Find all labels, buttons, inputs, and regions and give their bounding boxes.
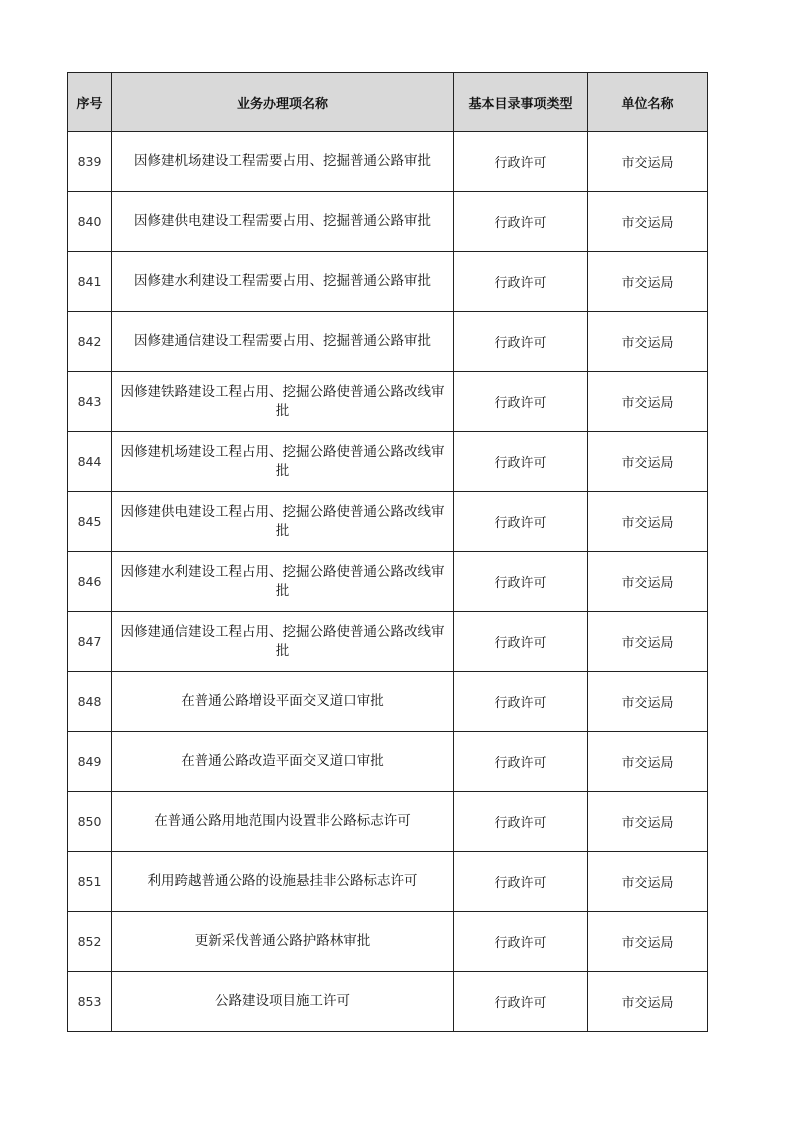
row-serial-number: 848 — [68, 672, 112, 732]
row-item-name: 公路建设项目施工许可 — [112, 972, 454, 1032]
row-serial-number: 846 — [68, 552, 112, 612]
table-row — [68, 912, 708, 972]
row-item-name: 利用跨越普通公路的设施悬挂非公路标志许可 — [112, 852, 454, 912]
row-item-name: 在普通公路用地范围内设置非公路标志许可 — [112, 792, 454, 852]
row-serial-number: 849 — [68, 732, 112, 792]
row-item-type: 行政许可 — [454, 432, 588, 492]
table-row — [68, 192, 708, 252]
row-item-name: 因修建供电建设工程需要占用、挖掘普通公路审批 — [112, 192, 454, 252]
row-unit-name: 市交运局 — [588, 372, 708, 432]
catalog-table — [67, 72, 708, 1032]
header-unit-name: 单位名称 — [588, 73, 708, 132]
table-row — [68, 972, 708, 1032]
row-serial-number: 840 — [68, 192, 112, 252]
row-item-type: 行政许可 — [454, 972, 588, 1032]
row-serial-number: 850 — [68, 792, 112, 852]
row-unit-name: 市交运局 — [588, 552, 708, 612]
row-item-type: 行政许可 — [454, 372, 588, 432]
table-row — [68, 552, 708, 612]
header-item-type: 基本目录事项类型 — [454, 73, 588, 132]
row-item-type: 行政许可 — [454, 492, 588, 552]
row-item-name: 在普通公路增设平面交叉道口审批 — [112, 672, 454, 732]
table-header-row — [68, 73, 708, 132]
row-item-name: 因修建通信建设工程需要占用、挖掘普通公路审批 — [112, 312, 454, 372]
row-serial-number: 843 — [68, 372, 112, 432]
row-serial-number: 852 — [68, 912, 112, 972]
row-serial-number: 839 — [68, 132, 112, 192]
row-item-type: 行政许可 — [454, 792, 588, 852]
row-item-type: 行政许可 — [454, 672, 588, 732]
row-item-type: 行政许可 — [454, 912, 588, 972]
row-item-type: 行政许可 — [454, 732, 588, 792]
row-unit-name: 市交运局 — [588, 252, 708, 312]
table-row — [68, 132, 708, 192]
row-item-name: 因修建水利建设工程需要占用、挖掘普通公路审批 — [112, 252, 454, 312]
row-item-type: 行政许可 — [454, 552, 588, 612]
table-row — [68, 312, 708, 372]
row-item-name: 因修建水利建设工程占用、挖掘公路使普通公路改线审批 — [112, 552, 454, 612]
table-row — [68, 372, 708, 432]
row-serial-number: 844 — [68, 432, 112, 492]
row-unit-name: 市交运局 — [588, 612, 708, 672]
table-row — [68, 852, 708, 912]
row-item-type: 行政许可 — [454, 312, 588, 372]
row-serial-number: 851 — [68, 852, 112, 912]
row-unit-name: 市交运局 — [588, 192, 708, 252]
row-unit-name: 市交运局 — [588, 912, 708, 972]
table-row — [68, 612, 708, 672]
row-item-name: 因修建通信建设工程占用、挖掘公路使普通公路改线审批 — [112, 612, 454, 672]
row-unit-name: 市交运局 — [588, 972, 708, 1032]
row-item-type: 行政许可 — [454, 252, 588, 312]
row-unit-name: 市交运局 — [588, 732, 708, 792]
row-unit-name: 市交运局 — [588, 672, 708, 732]
table-row — [68, 432, 708, 492]
row-serial-number: 845 — [68, 492, 112, 552]
header-item-name: 业务办理项名称 — [112, 73, 454, 132]
row-unit-name: 市交运局 — [588, 852, 708, 912]
table-row — [68, 252, 708, 312]
row-serial-number: 841 — [68, 252, 112, 312]
row-item-name: 因修建机场建设工程占用、挖掘公路使普通公路改线审批 — [112, 432, 454, 492]
row-unit-name: 市交运局 — [588, 792, 708, 852]
row-serial-number: 842 — [68, 312, 112, 372]
row-serial-number: 853 — [68, 972, 112, 1032]
table-row — [68, 492, 708, 552]
row-item-name: 因修建铁路建设工程占用、挖掘公路使普通公路改线审批 — [112, 372, 454, 432]
row-unit-name: 市交运局 — [588, 132, 708, 192]
row-item-type: 行政许可 — [454, 132, 588, 192]
row-item-name: 因修建供电建设工程占用、挖掘公路使普通公路改线审批 — [112, 492, 454, 552]
table-row — [68, 792, 708, 852]
row-unit-name: 市交运局 — [588, 312, 708, 372]
row-item-type: 行政许可 — [454, 612, 588, 672]
table-row — [68, 732, 708, 792]
row-item-name: 因修建机场建设工程需要占用、挖掘普通公路审批 — [112, 132, 454, 192]
row-item-type: 行政许可 — [454, 192, 588, 252]
row-unit-name: 市交运局 — [588, 492, 708, 552]
header-serial-number: 序号 — [68, 73, 112, 132]
table-row — [68, 672, 708, 732]
row-unit-name: 市交运局 — [588, 432, 708, 492]
row-item-name: 更新采伐普通公路护路林审批 — [112, 912, 454, 972]
row-item-type: 行政许可 — [454, 852, 588, 912]
row-serial-number: 847 — [68, 612, 112, 672]
row-item-name: 在普通公路改造平面交叉道口审批 — [112, 732, 454, 792]
